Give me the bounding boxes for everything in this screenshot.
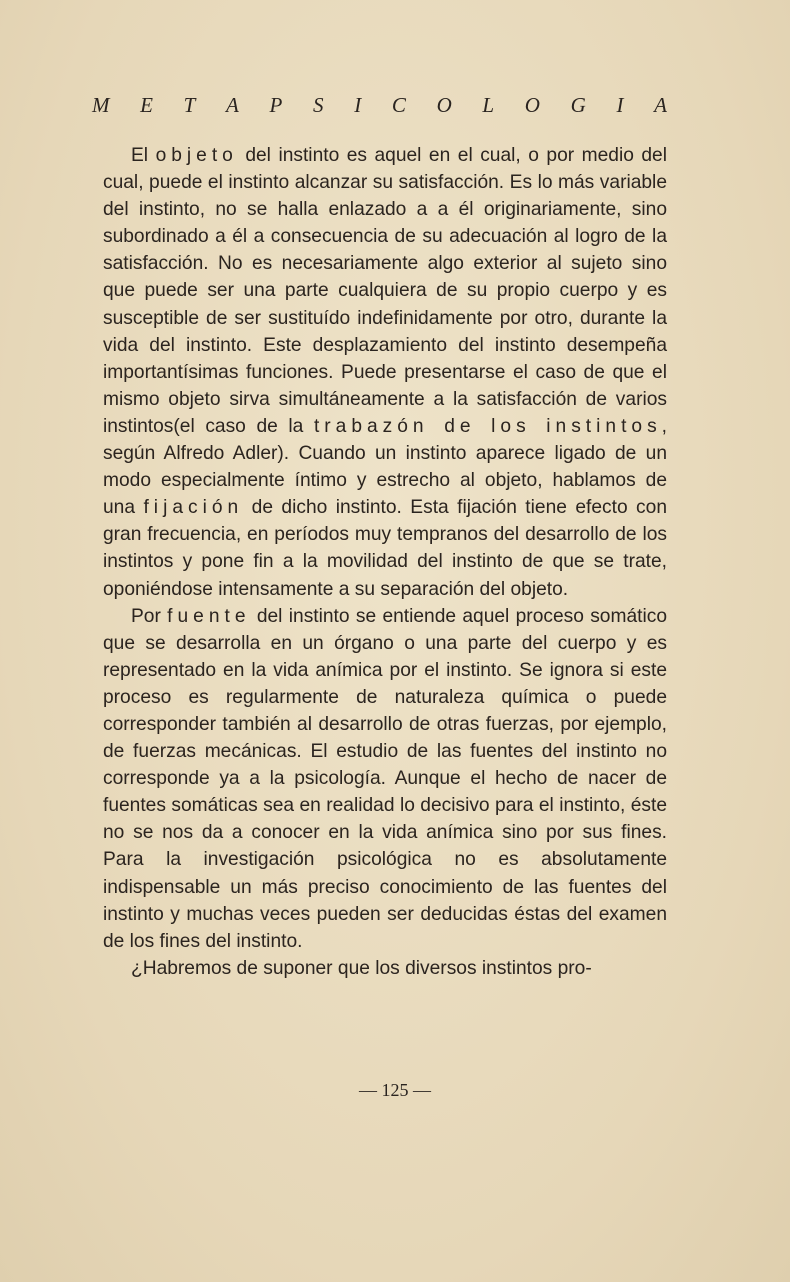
running-head-letter: I (354, 93, 362, 117)
paragraph-objeto (103, 142, 667, 603)
running-head-letter: G (570, 93, 586, 117)
paragraph-fuente (103, 603, 667, 955)
running-head-letter: T (183, 93, 196, 117)
text-run: del instinto se entiende aquel proceso somático que se desarrolla en un órgano o una parte del cuerpo y es representado en la vida anímica por el instinto. Se ignora si este proceso es regularmente de naturaleza química o puede corresponder también al desarrollo de otras fuerzas, por ejemplo, de fuerzas mecánicas. El estudio de las fuentes del instinto no corresponde ya a la psicología. Aunque el hecho de nacer de fuentes somáticas sea en realidad lo decisivo para el instinto, éste no se nos da a conocer en la vida anímica sino por sus fines. Para la investigación psicológica no es absolutamente indispensable un más preciso conocimiento de las fuentes del instinto y muchas veces pueden ser deducidas éstas del examen de los fines del instinto. (103, 605, 667, 952)
text-run: de dicho instinto. Esta fijación tiene efecto con gran frecuencia, en períodos muy tempranos del desarrollo de los instintos y pone fin a la movilidad del instinto de que se trate, oponiéndose intensamente a su separación del objeto. (103, 497, 667, 600)
page-number: — 125 — (359, 1080, 431, 1100)
running-head-letter: S (313, 93, 324, 117)
running-head-letter: A (226, 93, 239, 117)
text-run: del instinto es aquel en el cual, o por medio del cual, puede el instinto alcanzar su satisfacción. Es lo más variable del instinto, no se halla enlazado a a él originariamente, sino subordinado a él a consecuencia de su adecuación al logro de la satisfacción. No es necesariamente algo exterior al sujeto sino que puede ser una parte cualquiera de su propio cuerpo y es susceptible de ser sustituído indefinidamente por otro, durante la vida del instinto. Este desplazamiento del instinto desempeña importantísimas funciones. Puede presentarse el caso de que el mismo objeto sirva simultáneamente a la satisfacción de varios instintos(el caso de la (103, 145, 667, 437)
spaced-term-fijacion: fijación (143, 497, 244, 519)
running-head-letter: I (616, 93, 624, 117)
spaced-term-trabazon: trabazón de los instintos (313, 415, 662, 437)
text-run: ¿Habremos de suponer que los diversos instintos pro- (131, 957, 592, 979)
text-run: El (131, 145, 156, 166)
running-head-letter: P (269, 93, 283, 117)
running-head-letter: O (436, 93, 452, 117)
spaced-term-objeto: objeto (155, 145, 238, 166)
running-head (92, 93, 667, 118)
body-text (103, 142, 667, 982)
spaced-term-fuente: fuente (167, 605, 251, 627)
running-head-letter: A (654, 93, 667, 117)
running-head-letter: L (482, 93, 495, 117)
running-head-letter: M (92, 93, 110, 117)
running-head-letter: E (140, 93, 153, 117)
running-head-letter: C (391, 93, 406, 117)
text-run: , según Alfredo Adler). Cuando un instinto aparece ligado de un modo especialmente íntimo y estrecho al objeto, hablamos de una (103, 415, 668, 519)
text-run: Por (131, 605, 168, 627)
paragraph-question (103, 955, 667, 982)
running-head-letter: O (524, 93, 540, 117)
